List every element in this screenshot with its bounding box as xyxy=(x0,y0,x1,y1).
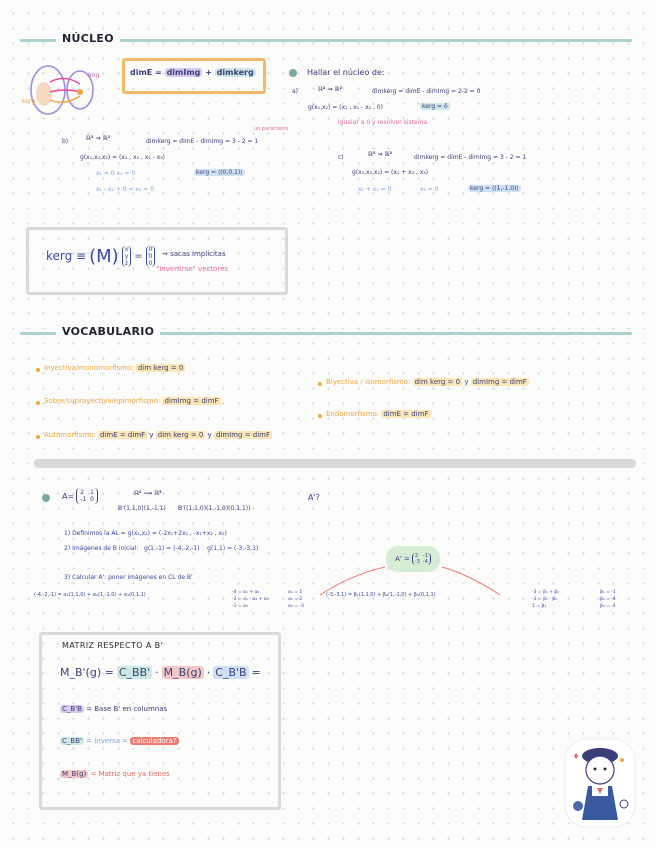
nucleo-title: NÚCLEO xyxy=(56,32,120,45)
col-vector: x y z xyxy=(122,246,132,267)
matrix-line-2: C_BB' = Inversa = calculadora? xyxy=(62,737,177,745)
part-b-map: ℝ³ → ℝ² xyxy=(86,135,111,142)
hallar-title: Hallar el núcleo de: xyxy=(307,68,385,77)
part-a-map: ℝ² → ℝ² xyxy=(318,86,343,93)
part-b-ker: kerg = ⟨(0,0,1)⟩ xyxy=(196,169,243,176)
part-b-eq2: x₁ - x₂ + 0 = x₂ = 0 xyxy=(96,186,155,193)
cl-left: (-4,-2,-1) = α₁(1,1,0) + α₂(1,-1,0) + α₃(0,1,1) xyxy=(34,592,146,598)
part-c-ker: kerg = ⟨(1,-1,0)⟩ xyxy=(470,185,519,192)
result-matrix-badge: A' = 2 -1 -3 -4 xyxy=(386,546,440,572)
zero-vector: 0 0 0 xyxy=(146,246,156,267)
exercise-bullet xyxy=(42,494,50,502)
section-separator xyxy=(34,459,636,468)
part-a-label: a) xyxy=(292,88,299,95)
cl-right: (-3,-3,1) = β₁(1,1,0) + β₂(1,-1,0) + β₃(0,1,1) xyxy=(326,592,436,598)
mascot-sticker-icon xyxy=(562,736,638,830)
kernel-image-diagram xyxy=(20,62,115,118)
part-b-note: un parámetro xyxy=(254,126,289,132)
vocab-bullet-2 xyxy=(36,401,40,405)
exercise-step-3: 3) Calcular A': poner imágenes en CL de B' xyxy=(64,574,193,581)
invert-vectors-text: "Invertirse" vectores xyxy=(156,265,229,273)
vocab-item-inyectiva: Inyectiva/monomorfismo: dim kerg = 0 xyxy=(44,364,184,372)
kernel-implicit-content: kerg ≡ (M) x y z = 0 0 0 xyxy=(46,236,155,276)
change-of-basis-formula: M_B'(g) = C_BB' · M_B(g) · C_B'B = xyxy=(60,666,261,679)
exercise-question: A'? xyxy=(308,493,320,502)
sol-right: β₁ = -1 β₂ = -4 β₃ = -4 xyxy=(600,590,616,609)
vocab-title: VOCABULARIO xyxy=(56,325,160,338)
sys-left: -4 = α₁ + α₂ -2 = α₁ - α₂ + α₃ -1 = α₃ xyxy=(232,590,269,609)
part-b-dims: dimkerg = dimE - dimImg = 3 - 2 = 1 xyxy=(146,138,259,145)
diagram-ker-label: kerg xyxy=(22,98,36,105)
vocab-bullet-3 xyxy=(36,435,40,439)
dimImg-term: dimImg xyxy=(166,68,201,77)
part-a-ker: kerg = ō xyxy=(422,103,448,110)
part-c-def: g(x₁,x₂,x₃) = (x₁ + x₂ , x₃) xyxy=(352,169,429,176)
part-c-eq2: x₃ = 0 xyxy=(420,186,439,193)
exercise-step-1: 1) Definimos la AL = g(x₁,x₂) = (-2x₁+2x₂ , -x₁+x₂ , x₂) xyxy=(64,530,227,537)
exercise-basis-right: B'((1,1,0)(1,-1,0)(0,1,1)) xyxy=(178,505,251,512)
matrix-A: A= 2 1 -1 0 xyxy=(62,488,98,504)
plus-sign: + xyxy=(205,68,212,77)
part-b-label: b) xyxy=(62,138,69,145)
vocab-item-endomorfismo: Endomorfismo: dimE = dimF xyxy=(326,410,429,418)
matrix-respect-box xyxy=(39,632,281,810)
exercise-step-2: 2) Imágenes de B inicial: g(1,-1) = (-4,-2,-1) g(1,1) = (-3,-3,1) xyxy=(64,545,259,552)
part-c-label: c) xyxy=(338,154,344,161)
vocab-bullet-4 xyxy=(318,382,322,386)
dimE-term: dimE = xyxy=(130,68,162,77)
part-a-note: Igualar a 0 y resolver sistema xyxy=(338,119,428,126)
implicit-arrow-text: → sacas implícitas xyxy=(162,250,226,258)
matrix-line-3: M_B(g) = Matriz que ya tienes xyxy=(62,770,170,778)
vocab-item-sobre: Sobre/suprayectiva/epimorfismo: dimImg = dimF xyxy=(44,397,219,405)
diagram-img-label: Img xyxy=(88,72,100,79)
part-a-dims: dimkerg = dimE - dimImg = 2-2 = 0 xyxy=(372,88,481,95)
dimkerg-term: dimkerg xyxy=(216,68,254,77)
part-c-dims: dimkerg = dimE - dimImg = 3 - 2 = 1 xyxy=(414,154,527,161)
dimension-formula xyxy=(130,68,256,77)
vocab-bullet-1 xyxy=(36,368,40,372)
part-c-map: ℝ³ → ℝ² xyxy=(368,151,393,158)
kerg-lhs: kerg ≡ xyxy=(46,249,87,263)
part-a-def: g(x₁,x₂) = (x₁ , x₁ - x₂ , 0) xyxy=(308,104,383,111)
exercise-basis-left: B'(1,1,0)(1,-1,1) xyxy=(118,505,166,512)
matrix-line-1: C_B'B = Base B' en columnas xyxy=(62,705,168,713)
matrix-M: (M) xyxy=(89,245,119,267)
part-b-eq1: x₁ = 0 x₂ = 0 xyxy=(96,170,136,177)
sys-right: -3 = β₁ + β₂ -3 = β₁ - β₂ 1 = β₃ xyxy=(532,590,560,609)
matrix-respect-title: MATRIZ RESPECTO A B' xyxy=(62,641,164,650)
sol-left: α₁ = 1 α₂ = 2 α₃ = -3 xyxy=(288,590,304,609)
part-c-eq1: x₁ + x₂ = 0 xyxy=(358,186,392,193)
exercise-map: ℝ² ⟶ ℝ³ xyxy=(134,490,162,497)
vocab-item-biyectiva: Biyectiva / isomorfismo: dim kerg = 0 y dimImg = dimF xyxy=(326,378,527,386)
vocab-item-automorfismo: Automorfismo: dimE = dimF y dim kerg = 0 y dimImg = dimF xyxy=(44,431,271,439)
part-b-def: g(x₁,x₂,x₃) = (x₁ , x₂ , x₂ - x₃) xyxy=(80,154,165,161)
vocab-bullet-5 xyxy=(318,414,322,418)
hallar-bullet xyxy=(289,69,297,77)
